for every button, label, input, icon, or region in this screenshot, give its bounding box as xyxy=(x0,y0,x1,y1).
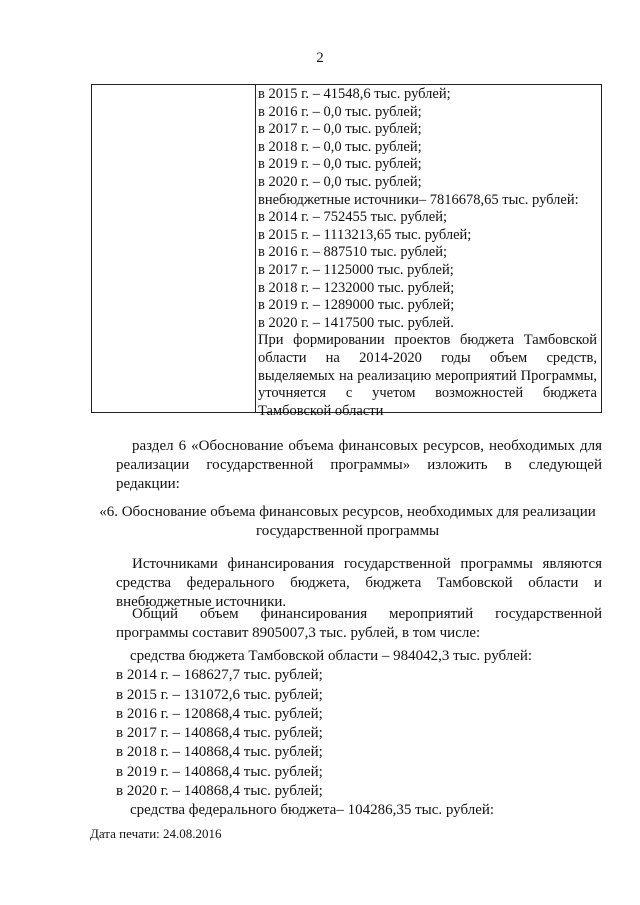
list-item: в 2017 г. – 140868,4 тыс. рублей; xyxy=(116,725,323,742)
section-heading: «6. Обоснование объема финансовых ресурсов, необходимых для реализации государственной программы xyxy=(99,504,596,539)
regional-budget-header: средства бюджета Тамбовской области – 984042,3 тыс. рублей: xyxy=(130,648,533,664)
table-note: При формировании проектов бюджета Тамбовской области на 2014-2020 годы объем средств, выделяемых на реализацию мероприятий Программы, уточняется с учетом возможностей бюджета Тамбовской области xyxy=(258,332,597,419)
print-date: Дата печати: 24.08.2016 xyxy=(90,826,222,841)
regional-budget-list xyxy=(116,647,532,821)
table-line: в 2015 г. – 1113213,65 тыс. рублей; xyxy=(258,226,472,243)
table-line: в 2015 г. – 41548,6 тыс. рублей; xyxy=(258,86,451,102)
federal-budget-header: средства федерального бюджета– 104286,35 тыс. рублей: xyxy=(130,802,495,819)
financing-cell xyxy=(258,86,597,420)
table-line: в 2020 г. – 0,0 тыс. рублей; xyxy=(258,173,422,190)
amendment-instruction xyxy=(116,437,602,494)
financing-table xyxy=(91,84,602,419)
table-line: в 2018 г. – 1232000 тыс. рублей; xyxy=(258,279,455,296)
list-item: в 2020 г. – 140868,4 тыс. рублей; xyxy=(116,783,323,800)
table-line: внебюджетные источники– 7816678,65 тыс. рублей: xyxy=(258,191,579,208)
table-line: в 2016 г. – 0,0 тыс. рублей; xyxy=(258,103,422,120)
table-line: в 2016 г. – 887510 тыс. рублей; xyxy=(258,244,448,261)
list-item: в 2016 г. – 120868,4 тыс. рублей; xyxy=(116,705,323,722)
list-item: в 2019 г. – 140868,4 тыс. рублей; xyxy=(116,763,323,780)
table-line: в 2019 г. – 0,0 тыс. рублей; xyxy=(258,156,422,173)
paragraph-sources: Источниками финансирования государственной программы являются средства федерального бюджета, бюджета Тамбовской области и внебюджетные источники. xyxy=(116,556,602,610)
table-line: в 2018 г. – 0,0 тыс. рублей; xyxy=(258,138,422,155)
table-line: в 2020 г. – 1417500 тыс. рублей. xyxy=(258,314,454,331)
table-column-divider xyxy=(255,85,256,412)
page-number: 2 xyxy=(316,50,324,66)
list-item: в 2014 г. – 168627,7 тыс. рублей; xyxy=(116,667,323,684)
table-line: в 2017 г. – 1125000 тыс. рублей; xyxy=(258,261,454,278)
table-line: в 2019 г. – 1289000 тыс. рублей; xyxy=(258,297,455,314)
table-line: в 2017 г. – 0,0 тыс. рублей; xyxy=(258,121,422,138)
list-item: в 2018 г. – 140868,4 тыс. рублей; xyxy=(116,744,323,761)
paragraph-total: Общий объем финансирования мероприятий государственной программы составит 8905007,3 тыс. рублей, в том числе: xyxy=(116,606,602,641)
list-item: в 2015 г. – 131072,6 тыс. рублей; xyxy=(116,686,323,703)
instruction-text: раздел 6 «Обоснование объема финансовых ресурсов, необходимых для реализации государственной программы» изложить в следующей редакции: xyxy=(116,438,602,492)
table-line: в 2014 г. – 752455 тыс. рублей; xyxy=(258,209,448,226)
